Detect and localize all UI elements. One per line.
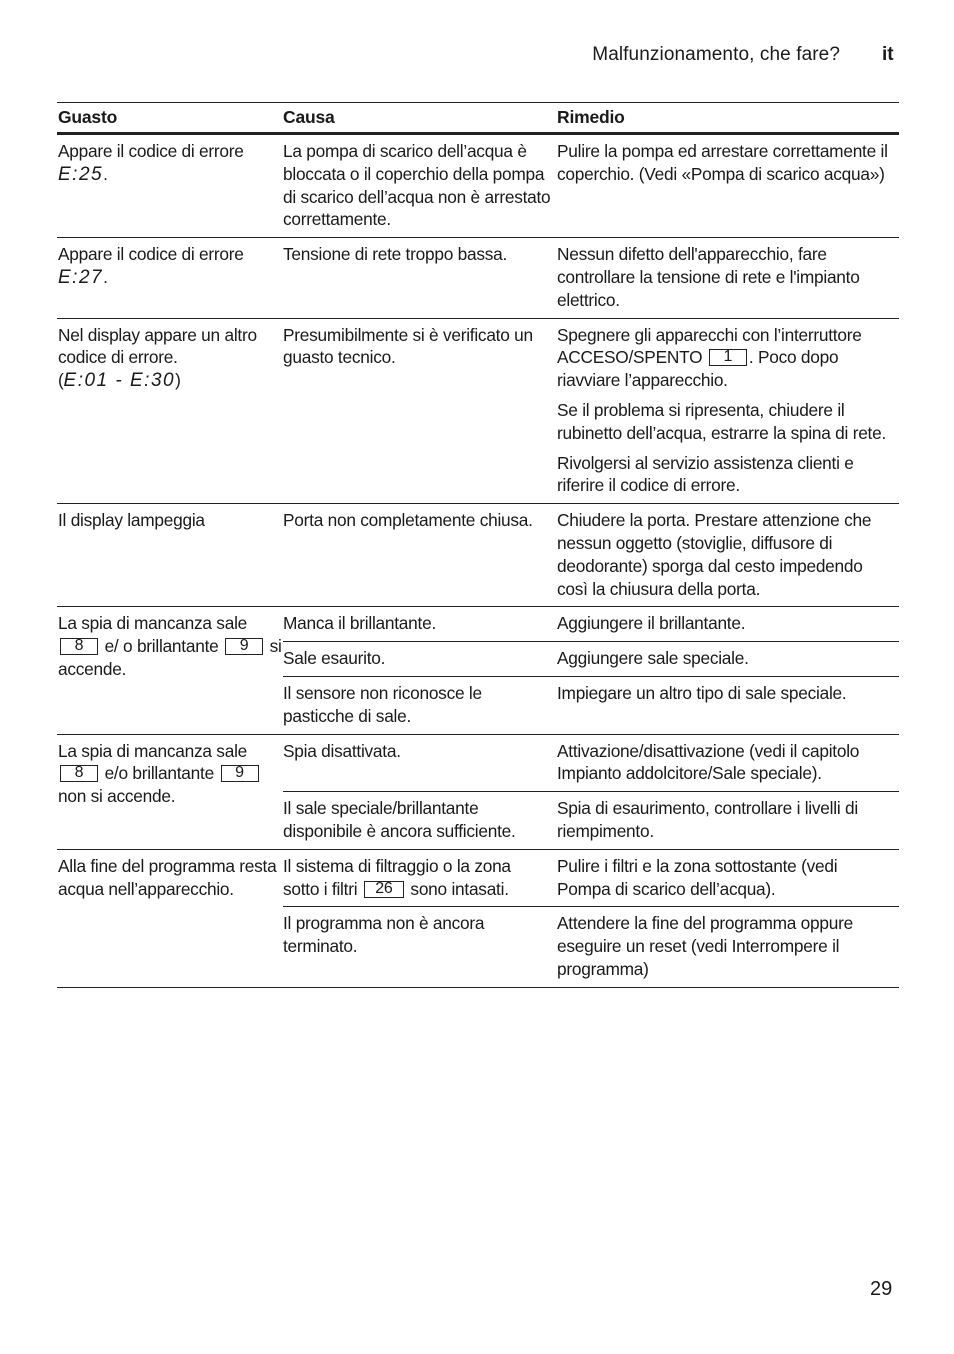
error-code: E:27 [58, 266, 104, 288]
fault-text: Appare il codice di errore [58, 244, 244, 265]
cause-cell: Il programma non è ancora terminato. [283, 913, 485, 957]
fault-cell [57, 238, 283, 317]
remedy-text: . Poco dopo riavviare l’apparecchio. [557, 347, 839, 391]
cause-text: sono intasati. [410, 878, 509, 899]
remedy-cell: Attivazione/disattivazione (vedi il capitolo Impianto addolcitore/Sale speciale). [557, 740, 860, 784]
remedy-cell: Chiudere la porta. Prestare attenzione che nessun oggetto (stoviglie, diffusore di deodorante) sporga dal cesto impedendo così la chiusura della porta. [557, 510, 872, 599]
page-number: 29 [870, 1278, 893, 1300]
fault-text: Nel display appare un altro codice di errore. [58, 324, 257, 368]
remedy-step-2: Se il problema si ripresenta, chiudere il rubinetto dell’acqua, estrarre la spina di rete. [557, 399, 887, 443]
cause-cell: Spia disattivata. [283, 740, 401, 761]
error-code-range: E:01 - E:30 [63, 370, 176, 392]
ref-box-9: 9 [221, 765, 259, 782]
cause-cell: Manca il brillantante. [283, 613, 436, 634]
fault-text: Appare il codice di errore [58, 141, 244, 161]
page-header [0, 44, 954, 74]
remedy-cell: Attendere la fine del programma oppure eseguire un reset (vedi Interrompere il programma) [557, 913, 853, 979]
section-title: Malfunzionamento, che fare? [592, 44, 840, 65]
remedy-cell: Pulire la pompa ed arrestare correttamente il coperchio. (Vedi «Pompa di scarico acqua») [557, 141, 888, 184]
ref-box-8: 8 [60, 765, 98, 782]
remedy-cell: Impiegare un altro tipo di sale speciale. [557, 682, 847, 703]
column-header-cause: Causa [283, 107, 335, 128]
table-row [57, 135, 899, 238]
cause-cell: Tensione di rete troppo bassa. [283, 244, 508, 265]
fault-cell: Alla fine del programma resta acqua nell’apparecchio. [58, 855, 277, 899]
paren-close: ) [175, 370, 181, 391]
table-header-row [57, 102, 899, 135]
fault-cell [57, 735, 283, 849]
fault-text: non si accende. [58, 786, 176, 807]
fault-text: e/ o brillantante [104, 636, 219, 657]
cause-cell: Sale esaurito. [283, 648, 386, 669]
table-row [57, 319, 899, 505]
cause-cell: Il sensore non riconosce le pasticche di sale. [283, 682, 482, 726]
cause-cell: Porta non completamente chiusa. [283, 510, 533, 531]
column-header-remedy: Rimedio [557, 107, 625, 128]
table-row [57, 607, 899, 734]
fault-cell [57, 319, 283, 504]
remedy-step-1 [557, 324, 895, 392]
ref-box-1: 1 [709, 349, 747, 366]
fault-text-end: . [103, 266, 108, 287]
ref-box-9: 9 [225, 638, 263, 655]
column-header-fault: Guasto [58, 107, 118, 128]
error-code: E:25 [58, 163, 104, 185]
table-row [57, 504, 899, 607]
language-tag: it [882, 44, 894, 65]
fault-cell [57, 135, 283, 237]
fault-text: si accende. [58, 636, 282, 679]
table-row [57, 238, 899, 318]
remedy-cell: Aggiungere sale speciale. [557, 648, 749, 669]
ref-box-8: 8 [60, 638, 98, 655]
cause-cell: Il sale speciale/brillantante disponibile è ancora sufficiente. [283, 798, 516, 841]
remedy-cell [557, 319, 899, 504]
fault-cell [57, 607, 283, 733]
fault-text-end: . [103, 163, 108, 184]
remedy-cell: Aggiungere il brillantante. [557, 613, 746, 634]
table-row [57, 850, 899, 988]
ref-box-26: 26 [364, 881, 404, 898]
table-row [57, 735, 899, 850]
paren-open: ( [58, 370, 64, 391]
fault-cell: Il display lampeggia [58, 510, 205, 531]
fault-text: e/o brillantante [104, 763, 214, 784]
remedy-step-3: Rivolgersi al servizio assistenza clienti e riferire il codice di errore. [557, 452, 854, 496]
cause-text: Il sistema di filtraggio o la zona sotto i filtri [283, 855, 511, 899]
fault-text: La spia di mancanza sale [58, 740, 248, 761]
remedy-text: Spegnere gli apparecchi con l’interruttore ACCESO/SPENTO [557, 324, 862, 368]
cause-cell [283, 850, 557, 907]
remedy-cell: Pulire i filtri e la zona sottostante (vedi Pompa di scarico dell’acqua). [557, 855, 838, 899]
fault-text: La spia di mancanza sale [58, 613, 248, 634]
cause-cell: La pompa di scarico dell’acqua è bloccata o il coperchio della pompa di scarico dell’acqua non è arrestato correttamente. [283, 141, 551, 230]
remedy-cell: Spia di esaurimento, controllare i livelli di riempimento. [557, 798, 858, 841]
troubleshooting-table [57, 102, 899, 988]
cause-cell: Presumibilmente si è verificato un guasto tecnico. [283, 324, 533, 368]
remedy-cell: Nessun difetto dell'apparecchio, fare controllare la tensione di rete e l'impianto elettrico. [557, 244, 860, 310]
